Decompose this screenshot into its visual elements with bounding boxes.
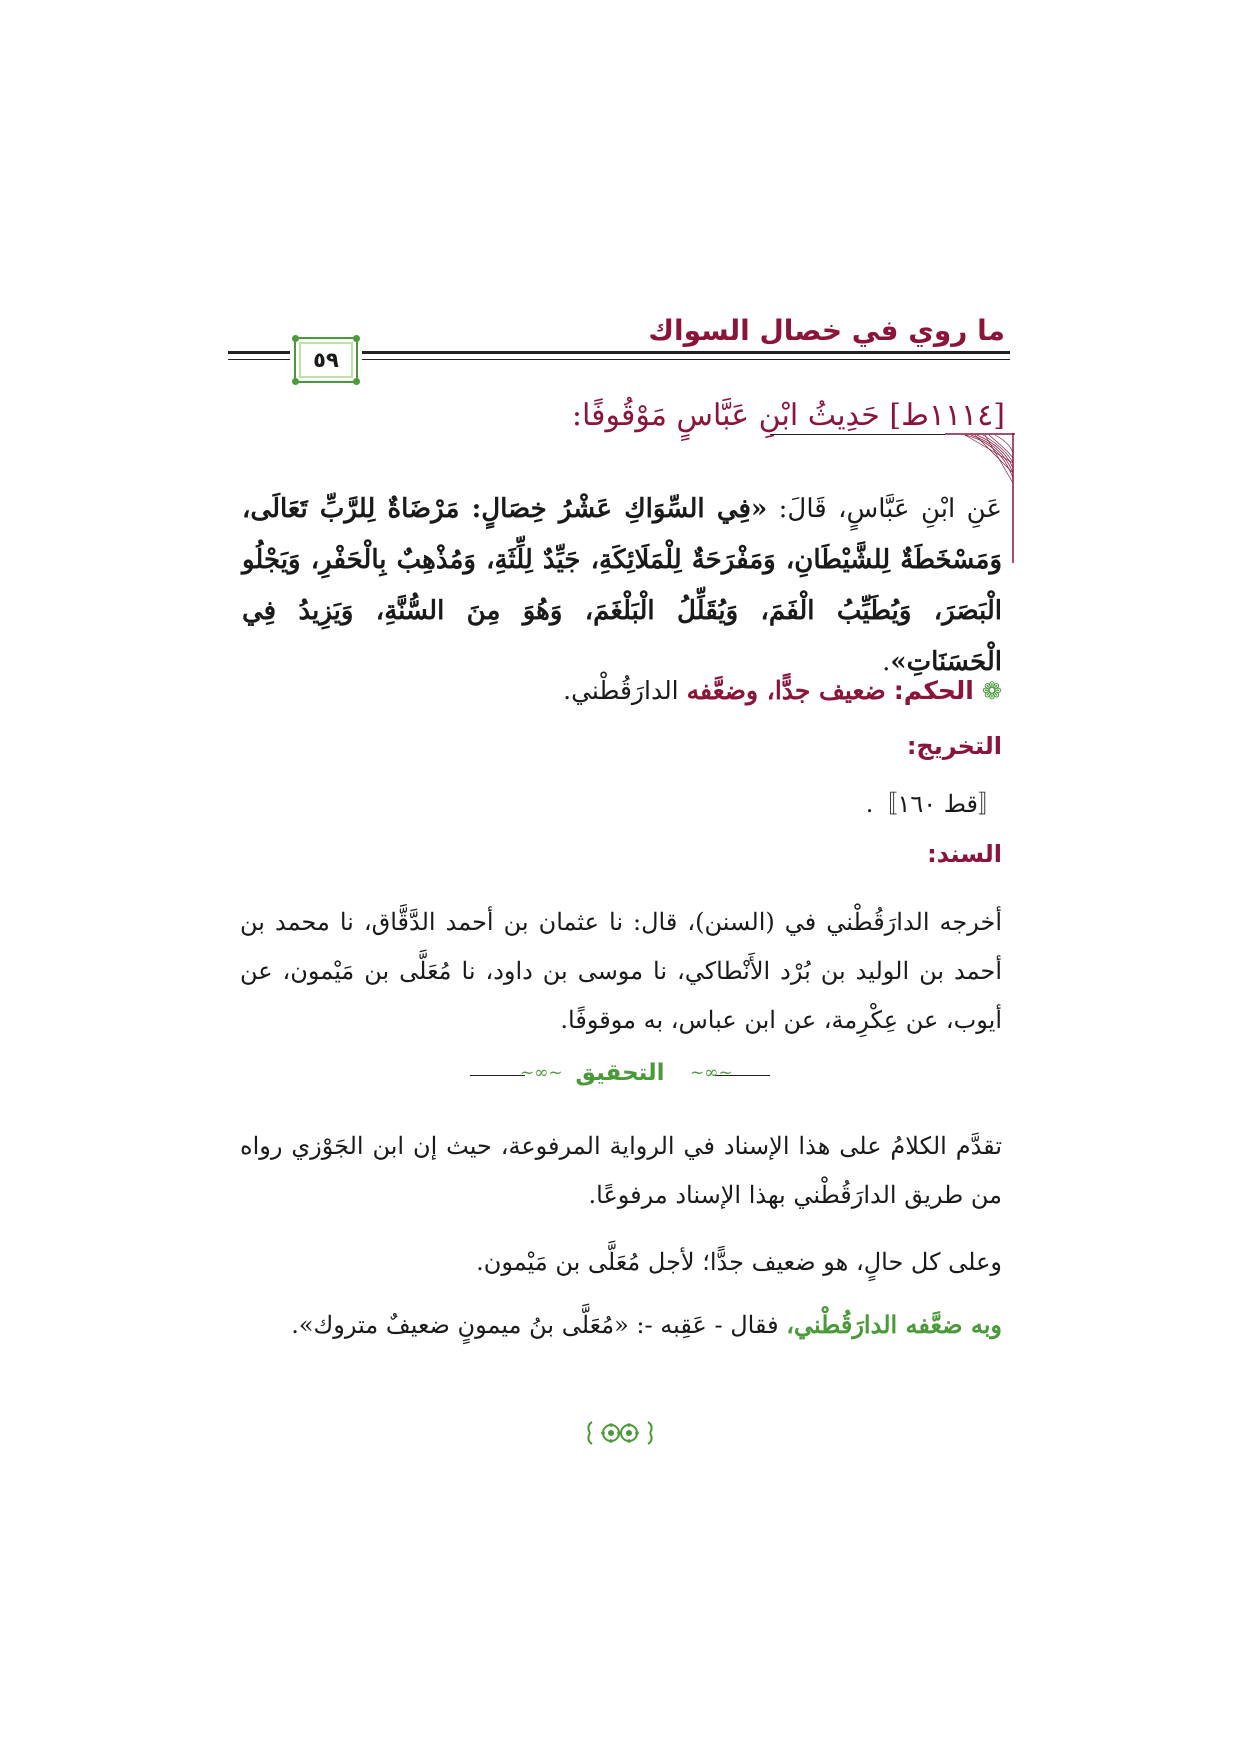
tahqiq-paragraph-3-bold: وبه ضعَّفه الدارَقُطْني، — [786, 1310, 1002, 1339]
sanad-text: أخرجه الدارَقُطْني في (السنن)، قال: نا عثمان بن أحمد الدَّقَّاق، نا محمد بن أحمد بن الوليد بن بُرْد الأَنْطاكي، نا موسى بن داود، نا مُعَلَّى بن مَيْمون، عن أيوب، عن عِكْرِمة، عن ابن عباس، به موقوفًا. — [240, 908, 1002, 1034]
takhrij-heading: التخريج: — [906, 732, 1002, 760]
swirl-ornament-icon: ~∞~ — [690, 1063, 733, 1083]
header-rule-left-thin — [228, 359, 290, 360]
hadith-matn: «فِي السِّوَاكِ عَشْرُ خِصَالٍ: مَرْضَاةٌ لِلرَّبِّ تَعَالَى، وَمَسْخَطَةٌ لِلشَّيْطَانِ، وَمَفْرَحَةٌ لِلْمَلَائِكَةِ، جَيِّدٌ لِلِّثَةِ، وَمُذْهِبٌ بِالْحَفْرِ، وَيَجْلُو الْبَصَرَ، وَيُطَيِّبُ الْفَمَ، وَيُقَلِّلُ الْبَلْغَمَ، وَهُوَ مِنَ السُّنَّةِ، وَيَزِيدُ فِي الْحَسَنَاتِ» — [242, 494, 1002, 677]
tahqiq-paragraph-3-rest: فقال - عَقِبه -: «مُعَلَّى بنُ ميمونٍ ضعيفٌ متروك». — [291, 1311, 787, 1339]
tahqiq-paragraph-1: تقدَّم الكلامُ على هذا الإسناد في الرواية المرفوعة، حيث إن ابن الجَوْزي رواه من طريق الدارَقُطْني بهذا الإسناد مرفوعًا. — [240, 1132, 1002, 1209]
ruling-label: الحكم: — [893, 676, 974, 705]
ruling-line — [563, 676, 1002, 705]
sanad-heading: السند: — [927, 840, 1002, 868]
header-rule-left — [228, 351, 290, 354]
hadith-end: . — [882, 647, 891, 677]
ruling-rest: الدارَقُطْني. — [563, 676, 679, 705]
header-rule-right — [362, 351, 1010, 354]
end-ornament-icon — [584, 1418, 656, 1448]
tahqiq-paragraph-2: وعلى كل حالٍ، هو ضعيف جدًّا؛ لأجل مُعَلَّى بن مَيْمون. — [476, 1248, 1002, 1276]
hadith-intro: عَنِ ابْنِ عَبَّاسٍ، قَالَ: — [767, 494, 1002, 524]
flower-icon: ❁ — [981, 676, 1002, 705]
header-rule-right-thin — [362, 359, 1010, 360]
swirl-ornament-icon: ~∞~ — [520, 1063, 563, 1083]
tahqiq-paragraph-3 — [240, 1300, 1002, 1350]
tahqiq-heading: التحقيق — [575, 1060, 665, 1086]
page-number: ٥٩ — [313, 348, 339, 372]
ruling-value: ضعيف جدًّا، وضعَّفه — [686, 676, 886, 705]
takhrij-reference: 〚قط ١٦٠〛. — [865, 790, 1002, 818]
running-title: ما روي في خصال السواك — [648, 314, 1005, 347]
hadith-text — [242, 484, 1002, 688]
tahqiq-divider-left — [470, 1075, 525, 1076]
hadith-top-line — [770, 434, 945, 435]
section-heading: [١١١٤ط] حَدِيثُ ابْنِ عَبَّاسٍ مَوْقُوفًا: — [571, 398, 1005, 433]
page-number-badge — [294, 337, 358, 383]
